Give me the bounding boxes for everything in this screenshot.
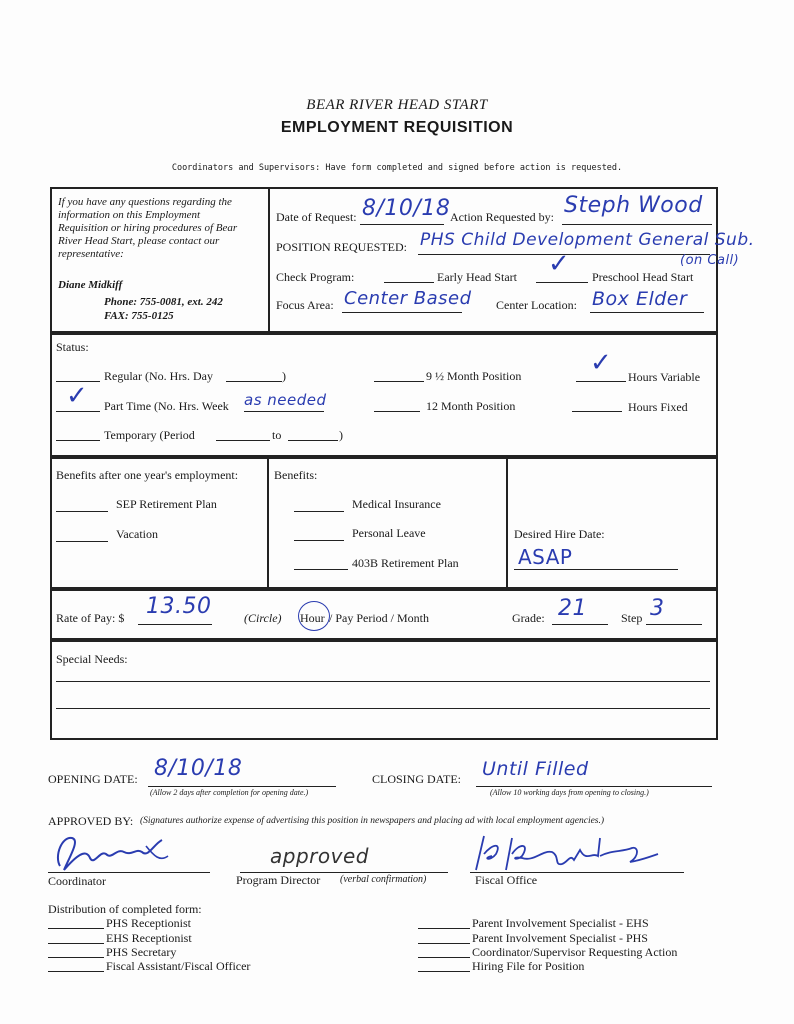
personal-leave-label: Personal Leave xyxy=(352,526,426,540)
distribution-item: Parent Involvement Specialist - EHS xyxy=(472,916,649,930)
part-time-checkmark-icon[interactable]: ✓ xyxy=(66,381,88,411)
verbal-confirmation-note: (verbal confirmation) xyxy=(340,874,427,885)
section-divider xyxy=(268,187,270,333)
position-requested-value[interactable]: PHS Child Development General Sub. xyxy=(420,230,755,250)
contact-name: Diane Midkiff xyxy=(58,279,123,291)
step-label: Step xyxy=(621,611,643,625)
nine-half-month-label: 9 ½ Month Position xyxy=(426,369,522,383)
closing-date-note: (Allow 10 working days from opening to closing.) xyxy=(490,788,649,797)
distribution-item: Hiring File for Position xyxy=(472,959,585,973)
coordinator-label: Coordinator xyxy=(48,874,106,888)
instruction-text: Coordinators and Supervisors: Have form completed and signed before action is requested. xyxy=(171,163,623,173)
grade-value[interactable]: 21 xyxy=(558,596,587,621)
program-director-value[interactable]: approved xyxy=(270,844,369,868)
vacation-label: Vacation xyxy=(116,527,158,541)
center-location-value[interactable]: Box Elder xyxy=(592,288,688,310)
special-needs-section xyxy=(50,640,718,740)
circle-label: (Circle) xyxy=(244,611,282,625)
opening-date-value[interactable]: 8/10/18 xyxy=(154,756,243,781)
opening-date-label: OPENING DATE: xyxy=(48,772,138,786)
special-needs-line[interactable] xyxy=(56,708,710,709)
early-head-start-label: Early Head Start xyxy=(437,270,517,284)
date-of-request-value[interactable]: 8/10/18 xyxy=(362,196,451,221)
closing-date-label: CLOSING DATE: xyxy=(372,772,461,786)
contact-fax: FAX: 755-0125 xyxy=(104,310,174,322)
temporary-label: Temporary (Period xyxy=(104,428,195,442)
hour-option[interactable]: Hour xyxy=(300,611,325,625)
hours-variable-label: Hours Variable xyxy=(628,370,701,384)
distribution-item: Parent Involvement Specialist - PHS xyxy=(472,931,648,945)
distribution-item: EHS Receptionist xyxy=(106,931,192,945)
distribution-item: PHS Receptionist xyxy=(106,916,192,930)
preschool-checkmark-icon[interactable]: ✓ xyxy=(548,249,570,279)
position-note: (on Call) xyxy=(680,253,740,268)
action-requested-label: Action Requested by: xyxy=(450,210,554,224)
requisition-page: BEAR RIVER HEAD START EMPLOYMENT REQUISITION Coordinators and Supervisors: Have form completed and signed before action is requested. If you have any questions regarding the information on this Employment Requisition or hiring procedures of Bear River Head Start, please contact our representative: Diane Midkiff Phone: 755-0081, ext. 242 FAX: 755-0125 Date of Request: 8/10/18 Action Requested by: Steph Wood POSITION REQUESTED: PHS Child Development General Sub. (on Call) Check Program: Early Head Start ✓ Preschool Head Start Focus Area: Center Based Center Location: Box Elder Status: Regular (No. Hrs. Day ) 9 ½ Month Position ✓ Hours Variable ✓ Part Time (No. Hrs. Week as needed 12 Month Position Hours Fixed Temporary (Period to ) Benefits after one year's employment: SEP Retirement Plan Vacation Benefits: Medical Insurance Personal Leave 403B Retirement Plan Desired Hire Date: ASAP Rate of Pay: $ 13.50 (Circle) Hour / Pay Period / Month Grade: 21 Step 3 Special Needs: OPENING DATE: 8/10/18 (Allow 2 days after completion for opening date.) CLOSING DATE: Until Filled (Allow 10 working days from opening to closing.) APPROVED BY: (Signatures authorize expense of advertising this position in newspapers and placing ad with local employment agencies.) Coordinator approved Program Director (verbal confirmation) Fiscal Office Distribution of completed form: PHS Receptionist EHS Receptionist PHS Secretary Fiscal Assistant/Fiscal Officer Parent Involvement Specialist - EHS Parent Involvement Specialist - PHS Coordinator/Supervisor Requesting Action Hiring File for Position xyxy=(0,0,794,1024)
distribution-item: PHS Secretary xyxy=(106,945,177,959)
contact-phone: Phone: 755-0081, ext. 242 xyxy=(104,296,223,308)
benefits-after-year-label: Benefits after one year's employment: xyxy=(56,468,239,482)
benefits-label: Benefits: xyxy=(274,468,318,482)
part-time-label: Part Time (No. Hrs. Week xyxy=(104,399,229,413)
part-time-hours-value[interactable]: as needed xyxy=(244,391,327,409)
grade-label: Grade: xyxy=(512,611,545,625)
position-requested-label: POSITION REQUESTED: xyxy=(276,240,407,254)
distribution-label: Distribution of completed form: xyxy=(48,902,202,916)
twelve-month-label: 12 Month Position xyxy=(426,399,516,413)
opening-date-note: (Allow 2 days after completion for opening date.) xyxy=(150,788,309,797)
date-of-request-label: Date of Request: xyxy=(276,210,357,224)
approved-by-label: APPROVED BY: xyxy=(48,814,134,828)
rate-of-pay-label: Rate of Pay: $ xyxy=(56,611,125,625)
rate-of-pay-value[interactable]: 13.50 xyxy=(146,594,212,619)
closing-date-value[interactable]: Until Filled xyxy=(482,758,589,780)
center-location-label: Center Location: xyxy=(496,298,577,312)
program-director-label: Program Director xyxy=(236,873,321,887)
distribution-item: Fiscal Assistant/Fiscal Officer xyxy=(106,959,251,973)
org-name: BEAR RIVER HEAD START xyxy=(306,97,488,113)
form-title: EMPLOYMENT REQUISITION xyxy=(280,119,514,136)
desired-hire-date-value[interactable]: ASAP xyxy=(518,545,573,569)
pay-period-options: / Pay Period / Month xyxy=(329,611,430,625)
distribution-item: Coordinator/Supervisor Requesting Action xyxy=(472,945,678,959)
hours-fixed-label: Hours Fixed xyxy=(628,400,688,414)
step-value[interactable]: 3 xyxy=(650,596,665,621)
approval-note: (Signatures authorize expense of advertising this position in newspapers and placing ad with local employment agencies.) xyxy=(140,816,605,826)
retirement-403b-label: 403B Retirement Plan xyxy=(352,556,459,570)
sep-retirement-label: SEP Retirement Plan xyxy=(116,497,217,511)
special-needs-line[interactable] xyxy=(56,681,710,682)
preschool-head-start-label: Preschool Head Start xyxy=(592,270,694,284)
special-needs-label: Special Needs: xyxy=(56,652,128,666)
action-requested-value[interactable]: Steph Wood xyxy=(564,193,703,218)
medical-insurance-label: Medical Insurance xyxy=(352,497,441,511)
regular-label: Regular (No. Hrs. Day xyxy=(104,369,213,383)
hours-variable-checkmark-icon[interactable]: ✓ xyxy=(590,348,612,378)
focus-area-value[interactable]: Center Based xyxy=(344,288,472,309)
desired-hire-date-label: Desired Hire Date: xyxy=(514,527,605,541)
status-label: Status: xyxy=(56,340,89,354)
check-program-label: Check Program: xyxy=(276,270,355,284)
fiscal-office-label: Fiscal Office xyxy=(475,873,538,887)
focus-area-label: Focus Area: xyxy=(276,298,334,312)
